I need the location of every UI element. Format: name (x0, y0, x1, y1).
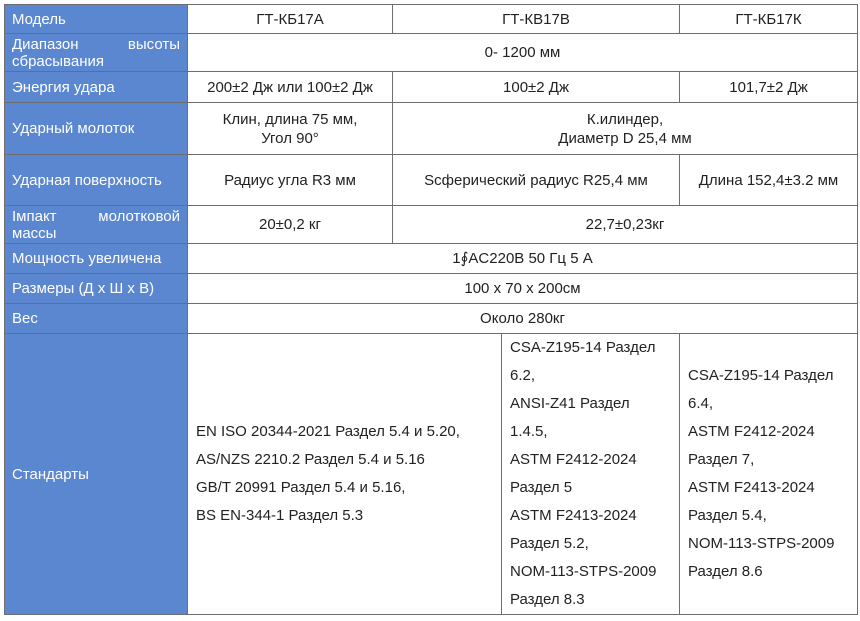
striker-bc (393, 103, 858, 155)
impact-surface-b: Scферический радиус R25,4 мм (393, 155, 680, 206)
label-dimensions: Размеры (Д x Ш x В) (5, 274, 188, 304)
label-drop-height-line1: Диапазон высоты (12, 35, 180, 53)
standards-b-line: ASTM F2412-2024 (510, 451, 637, 468)
label-mass-line2: массы (12, 224, 57, 242)
standards-b-line: NOM-113-STPS-2009 (510, 563, 657, 580)
model-a: ГТ-КБ17А (188, 5, 393, 34)
standards-c-line: Раздел 5.4, (688, 507, 767, 524)
power-value: 1∮AC220В 50 Гц 5 А (188, 244, 858, 274)
standards-b-line: Раздел 5.2, (510, 535, 589, 552)
dimensions-value: 100 x 70 x 200см (188, 274, 858, 304)
standards-c-line: CSA-Z195-14 Раздел (688, 367, 834, 384)
label-mass (5, 206, 188, 244)
model-b: ГТ-КВ17В (393, 5, 680, 34)
impact-surface-a: Радиус угла R3 мм (188, 155, 393, 206)
impact-energy-a: 200±2 Дж или 100±2 Дж (188, 72, 393, 103)
standards-b-line: ANSI-Z41 Раздел (510, 395, 630, 412)
striker-a-line2: Угол 90° (261, 129, 319, 147)
standards-a-line: GB/T 20991 Раздел 5.4 и 5.16, (196, 479, 406, 496)
label-mass-line1: Імпакт молотковой (12, 207, 180, 225)
impact-energy-b: 100±2 Дж (393, 72, 680, 103)
standards-b-line: 1.4.5, (510, 423, 548, 440)
impact-surface-c: Длина 152,4±3.2 мм (680, 155, 858, 206)
label-model: Модель (5, 5, 188, 34)
striker-a (188, 103, 393, 155)
standards-c-line: NOM-113-STPS-2009 (688, 535, 835, 552)
standards-b-line: Раздел 8.3 (510, 591, 585, 608)
row-power (5, 244, 858, 274)
label-impact-energy: Энергия удара (5, 72, 188, 103)
impact-energy-c: 101,7±2 Дж (680, 72, 858, 103)
label-drop-height (5, 34, 188, 72)
striker-a-line1: Клин, длина 75 мм, (222, 110, 358, 128)
striker-bc-line1: К.илиндер, (586, 110, 664, 128)
standards-b-line: CSA-Z195-14 Раздел (510, 339, 656, 356)
row-striker (5, 103, 858, 155)
mass-bc: 22,7±0,23кг (393, 206, 858, 244)
row-drop-height (5, 34, 858, 72)
label-power: Мощность увеличена (5, 244, 188, 274)
standards-c-line: ASTM F2412-2024 (688, 423, 815, 440)
standards-b-line: ASTM F2413-2024 (510, 507, 637, 524)
drop-height-value: 0- 1200 мм (188, 34, 858, 72)
row-impact-surface (5, 155, 858, 206)
weight-value: Около 280кг (188, 304, 858, 334)
label-striker: Ударный молоток (5, 103, 188, 155)
standards-c-line: Раздел 7, (688, 451, 755, 468)
standards-a-line: AS/NZS 2210.2 Раздел 5.4 и 5.16 (196, 451, 425, 468)
row-dimensions (5, 274, 858, 304)
standards-b (502, 334, 680, 615)
spec-table (4, 4, 858, 615)
standards-c (680, 334, 858, 615)
row-model (5, 5, 858, 34)
label-impact-surface: Ударная поверхность (5, 155, 188, 206)
standards-a-line: BS EN-344-1 Раздел 5.3 (196, 507, 364, 524)
row-impact-energy (5, 72, 858, 103)
mass-a: 20±0,2 кг (188, 206, 393, 244)
standards-b-line: Раздел 5 (510, 479, 573, 496)
label-standards: Стандарты (5, 334, 188, 615)
row-weight (5, 304, 858, 334)
label-weight: Вес (5, 304, 188, 334)
standards-c-line: 6.4, (688, 395, 714, 412)
striker-bc-line2: Диаметр D 25,4 мм (558, 129, 692, 147)
standards-a-line: EN ISO 20344-2021 Раздел 5.4 и 5.20, (196, 423, 460, 440)
model-c: ГТ-КБ17К (680, 5, 858, 34)
label-drop-height-line2: сбрасывания (12, 52, 104, 70)
row-mass (5, 206, 858, 244)
standards-c-line: ASTM F2413-2024 (688, 479, 815, 496)
standards-b-line: 6.2, (510, 367, 536, 384)
standards-c-line: Раздел 8.6 (688, 563, 763, 580)
standards-a (188, 334, 502, 615)
row-standards (5, 334, 858, 615)
